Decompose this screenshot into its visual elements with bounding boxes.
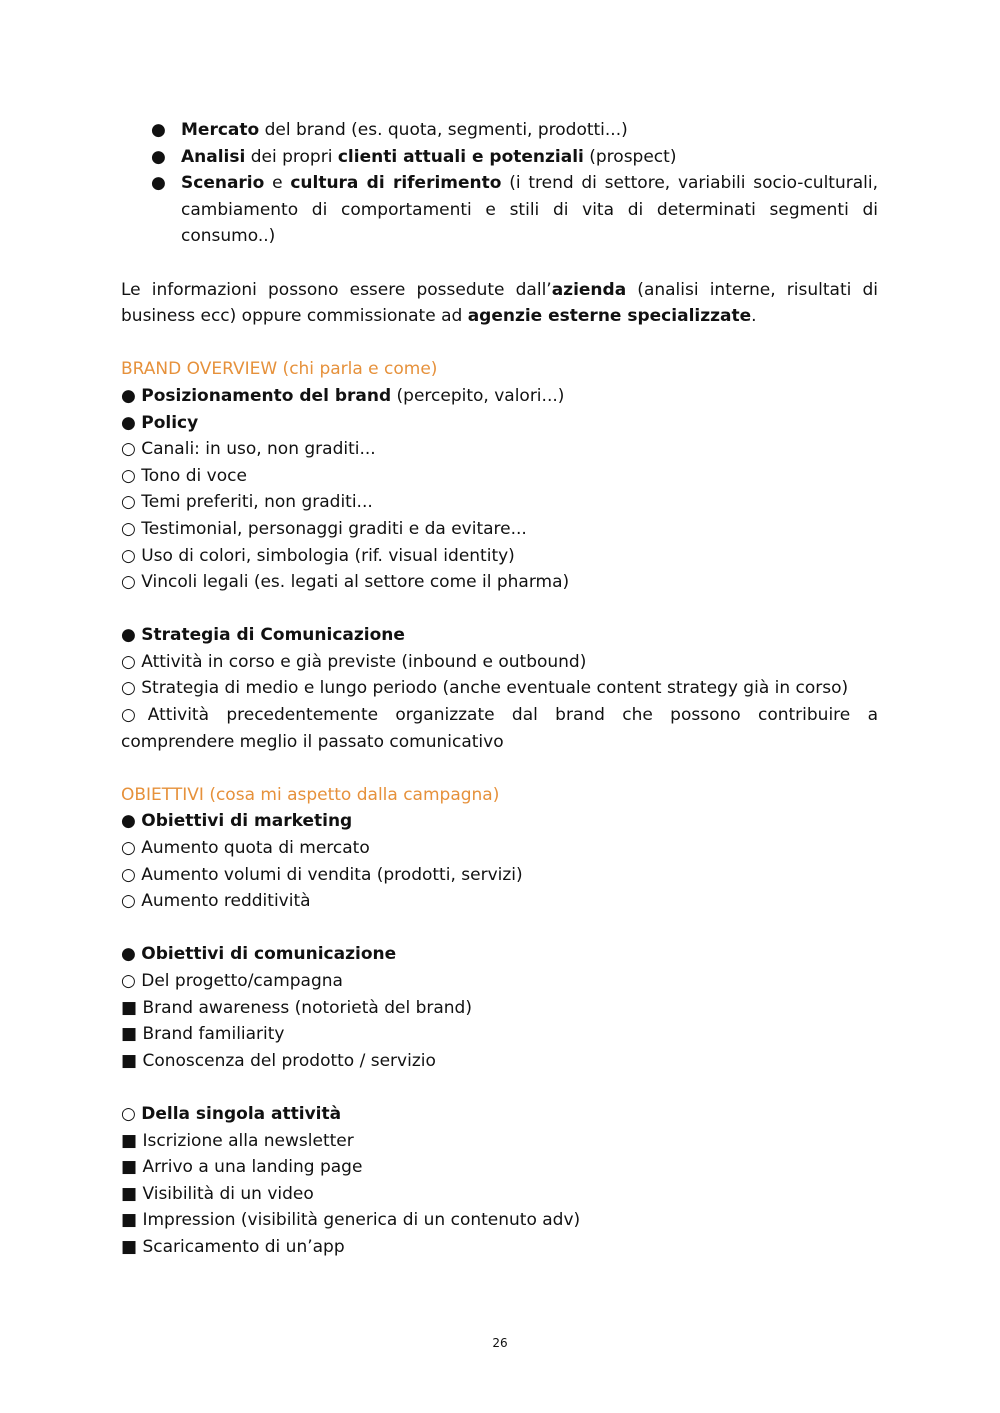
brand-overview-heading: BRAND OVERVIEW (chi parla e come) [121, 359, 438, 380]
list-item: ■ Impression (visibilità generica di un contenuto adv) [121, 1210, 581, 1231]
list-item: ○ Attività in corso e già previste (inbound e outbound) [121, 651, 587, 672]
marketing-item: ● Obiettivi di marketing [121, 811, 353, 832]
comunicazione-item: ● Obiettivi di comunicazione [121, 944, 397, 965]
document-page [121, 117, 878, 1261]
singola-item: ○ Della singola attività [121, 1103, 342, 1124]
list-item: ○ Strategia di medio e lungo periodo (anche eventuale content strategy già in corso) [121, 678, 849, 699]
list-item: ○ Aumento volumi di vendita (prodotti, servizi) [121, 864, 523, 885]
list-item: ○ Aumento redditività [121, 891, 311, 912]
bullet-dot: ● [151, 173, 166, 194]
list-item: ■ Brand familiarity [121, 1024, 285, 1045]
obiettivi-heading: OBIETTIVI (cosa mi aspetto dalla campagna) [121, 784, 500, 805]
list-item: ○ Vincoli legali (es. legati al settore come il pharma) [121, 572, 570, 593]
list-item: ■ Arrivo a una landing page [121, 1157, 363, 1178]
bullet-analisi: ● Analisi dei propri clienti attuali e potenziali (prospect) [181, 144, 878, 171]
strategy-item: ● Strategia di Comunicazione [121, 625, 405, 646]
context-bullet-list [121, 117, 878, 250]
policy-item: ● Policy [121, 412, 199, 433]
list-item: ■ Scaricamento di un’app [121, 1236, 345, 1257]
list-item: ○ Testimonial, personaggi graditi e da evitare... [121, 518, 527, 539]
bullet-dot: ● [151, 146, 166, 167]
list-item: ○ Temi preferiti, non graditi... [121, 492, 373, 513]
page-number: 26 [492, 1336, 508, 1350]
list-item: ○ Uso di colori, simbologia (rif. visual identity) [121, 545, 515, 566]
list-item: ○ Tono di voce [121, 465, 247, 486]
list-item: ■ Iscrizione alla newsletter [121, 1130, 354, 1151]
list-item: ■ Conoscenza del prodotto / servizio [121, 1050, 436, 1071]
intro-paragraph: Le informazioni possono essere possedute dall’azienda (analisi interne, risultati di business ecc) oppure commissionate ad agenzie esterne specializzate. [121, 279, 878, 327]
list-item: ○Attività precedentemente organizzate dal brand che possono contribuire a comprendere meglio il passato comunicativo [121, 705, 878, 752]
positioning-item: ● Posizionamento del brand (percepito, valori...) [121, 385, 565, 406]
list-item: ■ Brand awareness (notorietà del brand) [121, 997, 472, 1018]
list-item: ■ Visibilità di un video [121, 1183, 314, 1204]
bullet-dot: ● [151, 120, 166, 140]
bullet-mercato: ● Mercato del brand (es. quota, segmenti, prodotti...) [181, 117, 878, 144]
list-item: ○ Canali: in uso, non graditi... [121, 439, 376, 460]
bullet-scenario: ● Scenario e cultura di riferimento (i trend di settore, variabili socio-culturali, cambiamento di comportamenti e stili di vita di determinati segmenti di consumo..) [181, 170, 878, 250]
list-item: ○ Aumento quota di mercato [121, 838, 370, 859]
list-item: ○ Del progetto/campagna [121, 971, 343, 991]
